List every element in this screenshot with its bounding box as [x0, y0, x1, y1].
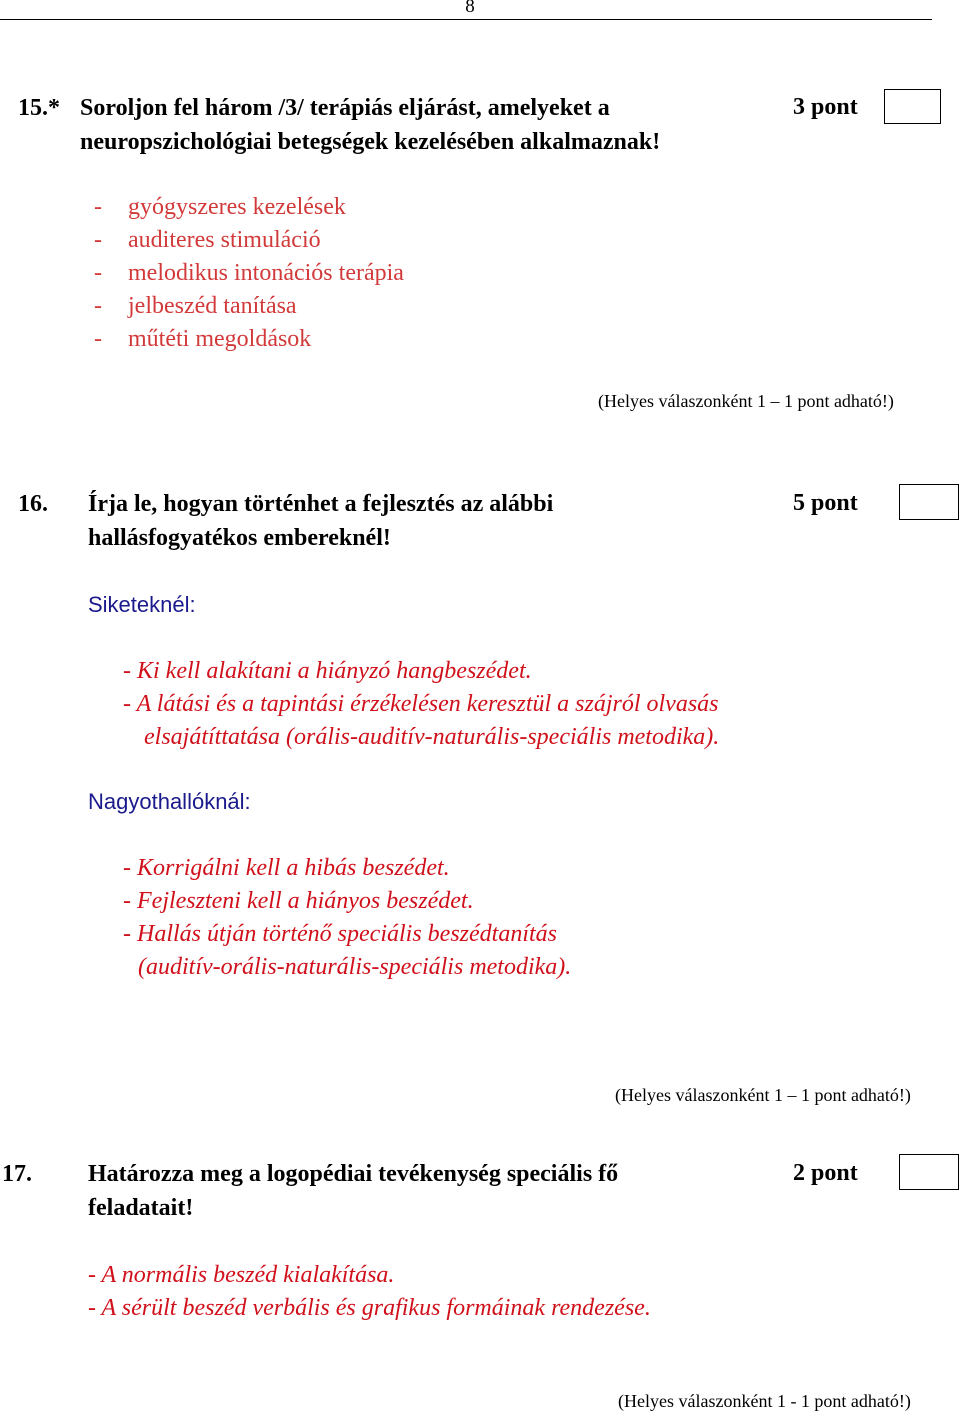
- q17-points: 2 pont: [793, 1160, 858, 1186]
- q15-points: 3 pont: [793, 94, 858, 120]
- q16-hard-of-hearing-heading: Nagyothallóknál:: [88, 789, 251, 814]
- list-item: - Korrigálni kell a hibás beszédet.: [123, 855, 450, 881]
- q17-text-line1: Határozza meg a logopédiai tevékenység speciális fő: [88, 1161, 619, 1187]
- list-item: - Hallás útján történő speciális beszédtanítás: [123, 921, 557, 947]
- list-item: - gyógyszeres kezelések: [94, 194, 346, 220]
- list-item: - A sérült beszéd verbális és grafikus formáinak rendezése.: [88, 1295, 651, 1321]
- list-item: - A normális beszéd kialakítása.: [88, 1262, 395, 1288]
- q16-score-box[interactable]: [899, 484, 959, 520]
- q16-hard-of-hearing-answers: [123, 852, 571, 984]
- list-item: elsajátíttatása (orális-auditív-naturális-speciális metodika).: [144, 724, 720, 750]
- q16-text-line1: Írja le, hogyan történhet a fejlesztés az alábbi: [88, 491, 554, 517]
- list-item: (auditív-orális-naturális-speciális metodika).: [138, 954, 572, 980]
- list-item: - Fejleszteni kell a hiányos beszédet.: [123, 888, 474, 914]
- list-item: - Ki kell alakítani a hiányzó hangbeszédet.: [123, 658, 532, 684]
- q17-scoring-note: (Helyes válaszonként 1 - 1 pont adható!): [618, 1391, 911, 1411]
- q17-answers: [88, 1259, 651, 1325]
- q15-number: 15.*: [18, 95, 60, 121]
- list-item: - A látási és a tapintási érzékelésen keresztül a szájról olvasás: [123, 691, 719, 717]
- q16-deaf-heading: Siketeknél:: [88, 592, 196, 617]
- q17-score-box[interactable]: [899, 1154, 959, 1190]
- list-item: - műtéti megoldások: [94, 326, 312, 352]
- q15-text-line1: Soroljon fel három /3/ terápiás eljárást, amelyeket a: [80, 95, 610, 121]
- header-rule: [0, 19, 932, 20]
- q16-number: 16.: [18, 491, 48, 517]
- q16-deaf-answers: [123, 655, 719, 754]
- q15-text-line2: neuropszichológiai betegségek kezelésében alkalmaznak!: [80, 129, 661, 155]
- q16-text-line2: hallásfogyatékos embereknél!: [88, 525, 391, 551]
- q17-number: 17.: [2, 1161, 32, 1187]
- q15-answer-list: [94, 191, 404, 356]
- list-item: - melodikus intonációs terápia: [94, 260, 404, 286]
- q15-scoring-note: (Helyes válaszonként 1 – 1 pont adható!): [598, 391, 894, 411]
- q16-scoring-note: (Helyes válaszonként 1 – 1 pont adható!): [615, 1085, 911, 1105]
- page-number: 8: [465, 0, 475, 17]
- q17-text-line2: feladatait!: [88, 1195, 194, 1221]
- q16-points: 5 pont: [793, 490, 858, 516]
- list-item: - auditeres stimuláció: [94, 227, 321, 253]
- list-item: - jelbeszéd tanítása: [94, 293, 297, 319]
- q15-score-box[interactable]: [884, 89, 941, 124]
